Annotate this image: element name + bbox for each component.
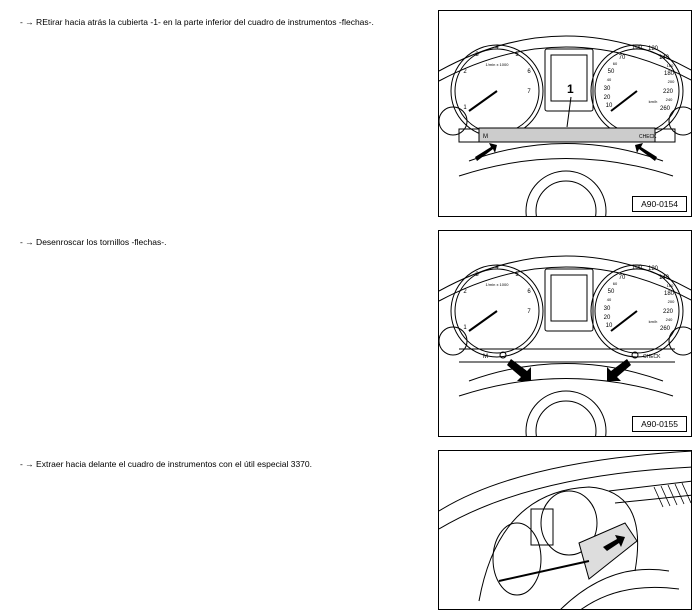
speed-tick-30: 30 bbox=[603, 306, 611, 312]
speed-tick-20: 20 bbox=[603, 95, 611, 101]
speed-tick-70: 70 bbox=[618, 55, 626, 61]
speed-tick-120: 120 bbox=[647, 266, 659, 272]
speed-tick-100: 100 bbox=[631, 265, 643, 271]
speed-tick-10: 10 bbox=[605, 323, 613, 329]
tach-tick-7: 7 bbox=[527, 309, 531, 315]
tach-tick-5: 5 bbox=[515, 52, 519, 58]
speed-tick-30: 30 bbox=[603, 86, 611, 92]
tach-unit: 1/min x 1000 bbox=[485, 62, 509, 67]
step-3-text: - → Extraer hacia delante el cuadro de instrumentos con el útil especial 3370. bbox=[20, 459, 312, 469]
button-check: CHECK bbox=[639, 134, 657, 140]
step-2-text: - → Desenroscar los tornillos -flechas-. bbox=[20, 237, 167, 247]
button-m: M bbox=[483, 134, 488, 140]
tach-tick-4: 4 bbox=[495, 265, 499, 271]
speed-tick-200: 200 bbox=[667, 79, 675, 84]
figure-2-code: A90-0155 bbox=[632, 416, 687, 432]
figure-1-code: A90-0154 bbox=[632, 196, 687, 212]
speed-tick-200: 200 bbox=[667, 299, 675, 304]
instrument-cluster-drawing bbox=[439, 11, 692, 217]
speed-tick-50: 50 bbox=[607, 69, 615, 75]
speed-tick-260: 260 bbox=[659, 106, 671, 112]
button-m: M bbox=[483, 354, 488, 360]
speed-tick-40: 40 bbox=[606, 77, 612, 82]
tach-tick-1: 1 bbox=[463, 325, 467, 331]
speed-tick-100: 100 bbox=[631, 45, 643, 51]
speed-unit: km/h bbox=[648, 319, 658, 324]
step-1-text: - → REtirar hacia atrás la cubierta -1- en la parte inferior del cuadro de instrumentos -flechas-. bbox=[20, 17, 374, 27]
speed-tick-40: 40 bbox=[606, 297, 612, 302]
speed-tick-220: 220 bbox=[662, 89, 674, 95]
tach-tick-4: 4 bbox=[495, 45, 499, 51]
tach-tick-1: 1 bbox=[463, 105, 467, 111]
tach-tick-2: 2 bbox=[463, 289, 467, 295]
speed-tick-160: 160 bbox=[666, 63, 674, 68]
callout-1: 1 bbox=[567, 82, 574, 96]
button-check: CHECK bbox=[643, 354, 661, 360]
speed-tick-180: 180 bbox=[663, 71, 675, 77]
speed-tick-180: 180 bbox=[663, 291, 675, 297]
speed-tick-140: 140 bbox=[658, 275, 670, 281]
speed-tick-60: 60 bbox=[612, 281, 618, 286]
figure-cluster-removal-tool bbox=[438, 450, 692, 610]
speed-tick-10: 10 bbox=[605, 103, 613, 109]
tach-tick-6: 6 bbox=[527, 289, 531, 295]
speed-tick-240: 240 bbox=[665, 317, 673, 322]
tach-tick-3: 3 bbox=[475, 272, 479, 278]
tach-tick-5: 5 bbox=[515, 272, 519, 278]
tach-tick-2: 2 bbox=[463, 69, 467, 75]
instrument-cluster-removal-drawing bbox=[439, 451, 692, 610]
figure-cluster-cover bbox=[438, 10, 692, 217]
speed-unit: km/h bbox=[648, 99, 658, 104]
instrument-cluster-screws-drawing bbox=[439, 231, 692, 437]
tach-tick-7: 7 bbox=[527, 89, 531, 95]
speed-tick-220: 220 bbox=[662, 309, 674, 315]
speed-tick-240: 240 bbox=[665, 97, 673, 102]
speed-tick-60: 60 bbox=[612, 61, 618, 66]
speed-tick-50: 50 bbox=[607, 289, 615, 295]
arrow-right-icon bbox=[635, 143, 657, 161]
speed-tick-140: 140 bbox=[658, 55, 670, 61]
figure-cluster-screws bbox=[438, 230, 692, 437]
speed-tick-260: 260 bbox=[659, 326, 671, 332]
arrow-left-icon bbox=[475, 143, 497, 161]
tach-unit: 1/min x 1000 bbox=[485, 282, 509, 287]
tach-tick-6: 6 bbox=[527, 69, 531, 75]
speed-tick-120: 120 bbox=[647, 46, 659, 52]
speed-tick-160: 160 bbox=[666, 283, 674, 288]
speed-tick-70: 70 bbox=[618, 275, 626, 281]
speed-tick-20: 20 bbox=[603, 315, 611, 321]
tach-tick-3: 3 bbox=[475, 52, 479, 58]
